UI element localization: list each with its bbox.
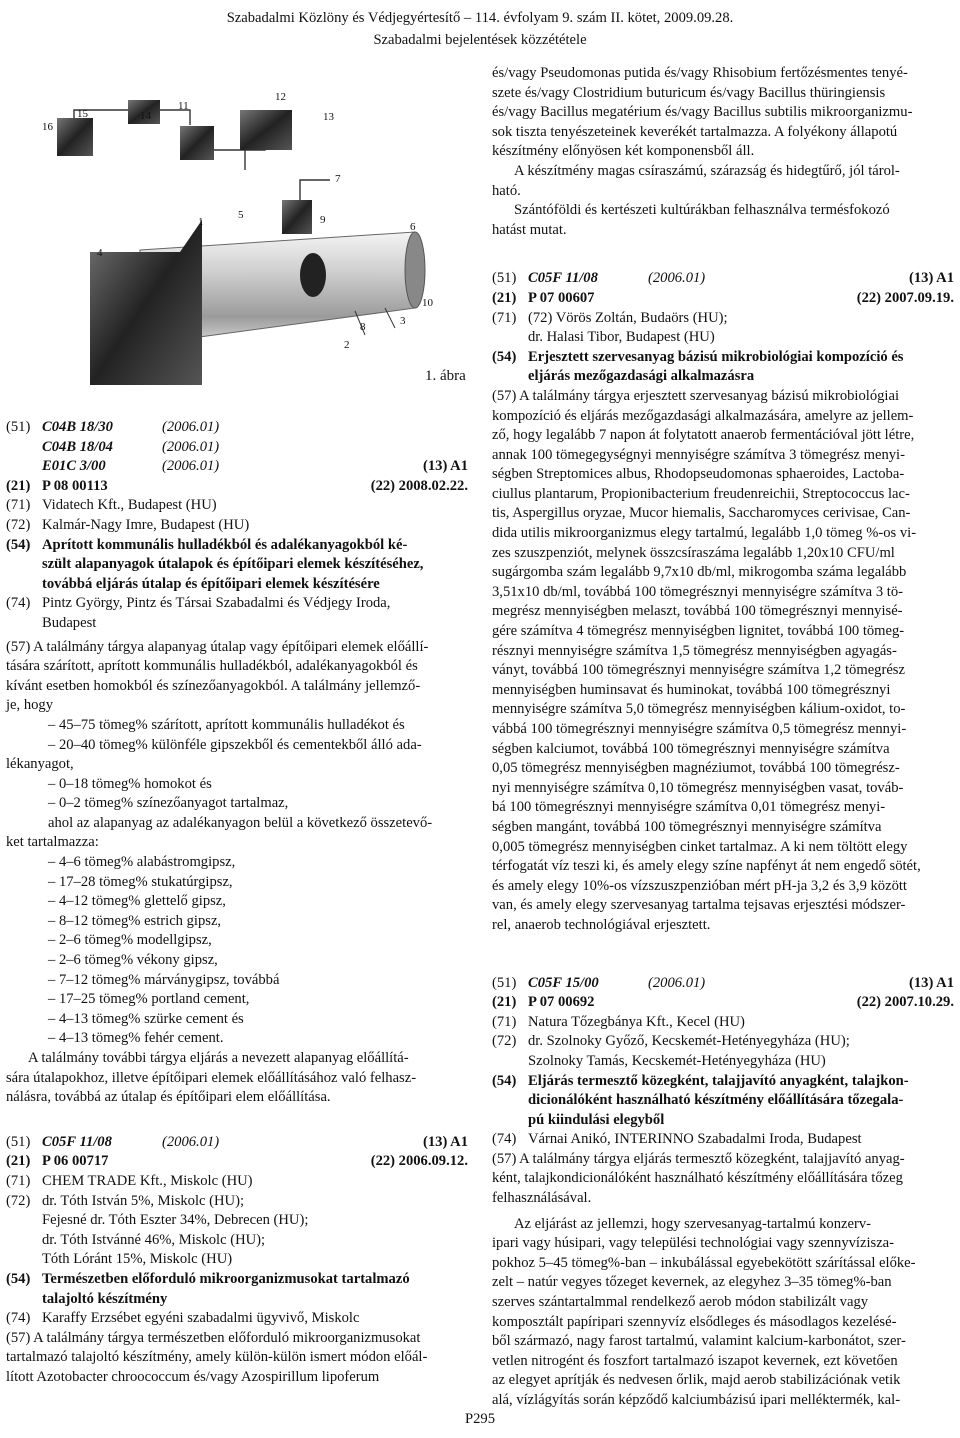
figure-drawing	[30, 80, 480, 405]
entry1-list-components: – 4–6 tömeg% alabástromgipsz, – 17–28 tömeg% stukatúrgipsz, – 4–12 tömeg% glettelő gipsz, – 8–12 tömeg% estrich gipsz, – 2–6 tömeg% modellgipsz, – 2–6 tömeg% vékony gipsz, – 7–12 tömeg% márványgipsz, továbbá – 17–25 tömeg% portland cement, – 4–13 tömeg% szürke cement és – 4–13 tömeg% fehér cement.	[48, 854, 280, 1047]
continued-abstract: és/vagy Pseudomonas putida és/vagy Rhisobium fertőzésmentes tenyé- szete és/vagy Clostridium buturicum és/vagy Bacillus thüringiensis és/vagy Bacillus megatérium és/vagy Bacillus subtilis mikroorganizmu- sok tiszta tenyészeteinek keverékét tartalmazza. A folyékony állapotú készítmény előnyösen két komponensből áll. A készítmény magas csíraszámú, szárazság és hidegtűrő, jól tárol- ható. Szántóföldi és kertészeti kultúrákban felhasználva termésfokozó hatást mutat.	[492, 65, 913, 238]
label-12: 12	[275, 91, 286, 103]
label-13: 13	[323, 111, 334, 123]
unit-16	[57, 118, 93, 156]
label-10: 10	[422, 297, 433, 309]
label-11: 11	[178, 100, 189, 112]
label-2: 2	[344, 339, 350, 351]
entry-c05f-00717: (51) C05F 11/08 (2006.01) (13) A1 (21) P 06 00717 (22) 2006.09.12. (71) CHEM TRADE Kft., Miskolc (HU) (72) dr. Tóth István 5%, Miskolc (HU); Fejesné dr. Tóth Eszter 34%, Debrecen (HU); dr. Tóth Istvánné 46%, Miskolc (HU); Tóth Lóránt 15%, Miskolc (HU) (54) Természetben előforduló mikroorganizmusokat tartalmazó talajoltó készítmény (74) Karaffy Erzsébet egyéni szabadalmi ügyvivő, Miskolc (57) A találmány tárgya természetben előforduló mikroorganizmusokat tartalmazó talajoltó készítmény, amely külön-külön ismert módon előál- lított Azotobacter chroococcum és/vagy Azospirillum lipoferum	[6, 1133, 468, 1388]
entry4-description: Az eljárást az jellemzi, hogy szervesanyag-tartalmú konzerv- ipari vagy húsipari, vagy települési technológiai vagy szennyvízisza- pokhoz 5–45 tömeg%-ban – inkubálással egyebekötött szárítással előke- zelt – natúr vegyes tőzeget kevernek, az elegyhez 3–35 tömeg%-ban szerves szántartalmmal rendelkező aerob módon stabilizált vagy komposztált papíripari szennyvíz elsődleges és másodlagos kezelésé- ből származó, nagy farost tartalmú, valamint kalcium-karbonátot, szer- vetlen nitrogént és foszfort tartalmazó iszapot kevernek, ezt követően az elegyet aprítják és nedvesen őrlik, majd aerob stabilizációnak vetik alá, vízlágyítás során képződő kalciumbázisú ipari melléktermék, kal-	[492, 1215, 916, 1408]
entry-c04b: (51) C04B 18/30 (2006.01) C04B 18/04 (2006.01) E01C 3/00 (2006.01) (13) A1 (21) P 08 00113 (22) 2008.02.22. (71) Vidatech Kft., Budapest (HU) (72) Kalmár-Nagy Imre, Budapest (HU) (54) Aprított kommunális hulladékból és adalékanyagokból ké- szült alapanyagok útalapok és építőipari elemek készítéséhez, továbbá eljárás útalap és építőipari elemek készítésére (74) Pintz György, Pintz és Társai Szabadalmi és Védjegy Iroda, Budapest (57) A találmány tárgya alapanyag útalap vagy építőipari elemek előállí- tására szárított, aprított kommunális hulladékból, adalékanyagokból és kívánt esetben homokból és színezőanyagokból. A találmány jellemző- je, hogy – 45–75 tömeg% szárított, aprított kommunális hulladékot és – 20–40 tömeg% különféle gipszekből és cementekből álló ada- lékanyagot, – 0–18 tömeg% homokot és – 0–2 tömeg% színezőanyagot tartalmaz, ahol az alapanyag az adalékanyagon belül a következő összetevő- ket tartalmazza: – 4–6 tömeg% alabástromgipsz, – 17–28 tömeg% stukatúrgipsz, – 4–12 tömeg% glettelő gipsz, – 8–12 tömeg% estrich gipsz, – 2–6 tömeg% modellgipsz, – 2–6 tömeg% vékony gipsz, – 7–12 tömeg% márványgipsz, továbbá – 17–25 tömeg% portland cement, – 4–13 tömeg% szürke cement és – 4–13 tömeg% fehér cement. A találmány további tárgya eljárás a nevezett alapanyag előállítá- sára útalapokhoz, illetve építőipari elemek előállításához való felhasz- nálásra, továbbá az útalap és építőipari elem előállítása.	[6, 418, 468, 1108]
entry-c05f-00607: (51) C05F 11/08 (2006.01) (13) A1 (21) P 07 00607 (22) 2007.09.19. (71) (72) Vörös Zoltán, Budaörs (HU); dr. Halasi Tibor, Budapest (HU) (54) Erjesztett szervesanyag bázisú mikrobiológiai kompozíció és eljárás mezőgazdasági alkalmazásra (57) A találmány tárgya erjesztett szervesanyag bázisú mikrobiológiai kompozíció és eljárás mezőgazdasági alkalmazására, amelyre az jellem- ző, hogy legalább 7 napon át folytatott anaerob fermentációval jött létre, annak 100 tömegegységnyi mennyiségre számítva 3 tömegrész menyi- ségben Streptomices albus, Rhodopseudomonas sphaeroides, Lactoba- ciullus plantarum, Propionibacterium freudenreichii, Streptococcus lac- tis, Aspergillus oryzae, Mucor hiemalis, Saccharomyces cerivisae, Can- dida utilis mikroorganizmus elegy tartalmú, legalább 1,0 tömeg %-os vi- zes szuszpenziót, melynek összcsíraszáma legalább 1,20x10 CFU/ml sugárgomba szám legalább 9,7x10 db/ml, mikrogomba száma legalább 3,51x10 db/ml, továbbá 100 tömegrésznyi mennyiségre számítva 3 tö- megrész mennyiségben melaszt, továbbá 100 tömegrésznyi mennyisé- gére számítva 4 tömegrész mennyiségben lignitet, továbbá 100 tömeg- résznyi mennyiségre számítva 1,5 tömegrész mennyiségben agyagás- ványt, továbbá 100 tömegrésznyi mennyiségre számítva 1,2 tömegrész mennyiségben huminsavat és huminokat, továbbá 100 tömegrésznyi mennyiségre számítva 5,0 tömegrész mennyiségben kálium-oxidot, to- vábbá 100 tömegrésznyi mennyiségre számítva 0,5 tömegrész mennyi- ségben kalciumot, továbbá 100 tömegrésznyi mennyiségre számítva 0,05 tömegrész mennyiségben magnéziumot, továbbá 100 tömegrész- nyi mennyiségre számítva 0,10 tömegrész mennyiségben vasat, továb- bá 100 tömegrésznyi mennyiségre számítva 0,01 tömegrész menyi- ségben mangánt, továbbá 100 tömegrésznyi mennyiségre számítva 0,005 tömegrész mennyiségben cinket tartalmaz. A ki nem töltött elegy térfogatát víz teszi ki, és amely elegy színe napfényt át nem engedő sötét, és amely elegy 10%-os vízszuszpenzióban mért pH-ja 3,2 és 3,9 között van, és amely elegy szervesanyag tartalma tejsavas erjesztési módszer- rel, anaerob technológiával erjesztett.	[492, 269, 954, 935]
unit-12	[240, 110, 292, 150]
running-header: Szabadalmi Közlöny és Védjegyértesítő – 114. évfolyam 9. szám II. kötet, 2009.09.28.	[226, 10, 734, 26]
entry1-abstract: (57) A találmány tárgya alapanyag útalap vagy építőipari elemek előállí- tására szárított, aprított kommunális hulladékból, adalékanyagokból és kívánt esetben homokból és színezőanyagokból. A találmány jellemző- je, hogy	[6, 638, 429, 714]
label-3: 3	[400, 315, 406, 327]
entry3-abstract: (57) A találmány tárgya erjesztett szervesanyag bázisú mikrobiológiai kompozíció és eljárás mezőgazdasági alkalmazására, amelyre az jellem- ző, hogy legalább 7 napon át folytatott anaerob fermentációval jött létre, annak 100 tömegegységnyi mennyiségre számítva 3 tömegrész menyi- ségben Streptomices albus, Rhodopseudomonas sphaeroides, Lactoba- ciullus plantarum, Propionibacterium freudenreichii, Streptococcus lac- tis, Aspergillus oryzae, Mucor hiemalis, Saccharomyces cerivisae, Can- dida utilis mikroorganizmus elegy tartalmú, legalább 1,0 tömeg %-os vi- zes szuszpenziót, melynek összcsíraszáma legalább 1,20x10 CFU/ml sugárgomba szám legalább 9,7x10 db/ml, mikrogomba száma legalább 3,51x10 db/ml, továbbá 100 tömegrésznyi mennyiségre számítva 3 tö- megrész mennyiségben melaszt, továbbá 100 tömegrésznyi mennyisé- gére számítva 4 tömegrész mennyiségben lignitet, továbbá 100 tömeg- résznyi mennyiségre számítva 1,5 tömegrész mennyiségben agyagás- ványt, továbbá 100 tömegrésznyi mennyiségre számítva 1,2 tömegrész mennyiségben huminsavat és huminokat, továbbá 100 tömegrésznyi mennyiségre számítva 5,0 tömegrész mennyiségben kálium-oxidot, to- vábbá 100 tömegrésznyi mennyiségre számítva 0,5 tömegrész mennyi- ségben kalciumot, továbbá 100 tömegrésznyi mennyiségre számítva 0,05 tömegrész mennyiségben magnéziumot, továbbá 100 tömegrész- nyi mennyiségre számítva 0,10 tömegrész mennyiségben vasat, továb- bá 100 tömegrésznyi mennyiségre számítva 0,01 tömegrész menyi- ségben mangánt, továbbá 100 tömegrésznyi mennyiségre számítva 0,005 tömegrész mennyiségben cinket tartalmaz. A ki nem töltött elegy térfogatát víz teszi ki, és amely elegy színe napfényt át nem engedő sötét, és amely elegy 10%-os vízszuszpenzióban mért pH-ja 3,2 és 3,9 között van, és amely elegy szervesanyag tartalma tejsavas erjesztési módszer- rel, anaerob technológiával erjesztett.	[492, 387, 921, 933]
hopper	[90, 220, 202, 385]
label-8: 8	[360, 321, 366, 333]
section-title: Szabadalmi bejelentések közzététele	[373, 32, 587, 48]
label-4: 4	[97, 247, 103, 259]
entry1-title: Aprított kommunális hulladékból és adalékanyagokból ké- szült alapanyagok útalapok és építőipari elemek készítéséhez, továbbá eljárás útalap és építőipari elemek készítésére	[42, 536, 424, 592]
unit-9	[282, 200, 312, 234]
unit-11	[180, 126, 214, 160]
label-15: 15	[77, 108, 88, 120]
entry1-list-main: – 45–75 tömeg% szárított, aprított kommunális hulladékot és – 20–40 tömeg% különféle gipszekből és cementekből álló ada- lékanyagot, – 0–18 tömeg% homokot és – 0–2 tömeg% színezőanyagot tartalmaz, ahol az alapanyag az adalékanyagon belül a következő összetevő- ket tartalmazza:	[6, 716, 433, 851]
label-16: 16	[42, 121, 53, 133]
drum-opening	[300, 253, 326, 297]
label-7: 7	[335, 173, 341, 185]
page-number: P295	[464, 1411, 495, 1427]
entry-c05f-00692: (51) C05F 15/00 (2006.01) (13) A1 (21) P 07 00692 (22) 2007.10.29. (71) Natura Tőzegbánya Kft., Kecel (HU) (72) dr. Szolnoky Győző, Kecskemét-Hetényegyháza (HU); Szolnoky Tamás, Kecskemét-Hetényegyháza (HU) (54) Eljárás termesztő közegként, talajjavító anyagként, talajkon- dicionálóként használható készítmény előállítására tőzegala- pú kiindulási elegyből (74) Várnai Anikó, INTERINNO Szabadalmi Iroda, Budapest (57) A találmány tárgya eljárás termesztő közegként, talajjavító anyag- ként, talajkondicionálóként használható készítmény előállítására tőzeg felhasználásával. Az eljárást az jellemzi, hogy szervesanyag-tartalmú konzerv- ipari vagy húsipari, vagy települési technológiai vagy szennyvízisza- pokhoz 5–45 tömeg%-ban – inkubálással egyebekötött szárítással előke- zelt – natúr vegyes tőzeget kevernek, az elegyhez 3–35 tömeg%-ban szerves szántartalmmal rendelkező aerob módon stabilizált vagy komposztált papíripari szennyvíz elsődleges és másodlagos kezelésé- ből származó, nagy farost tartalmú, valamint kalcium-karbonátot, szer- vetlen nitrogént és foszfort tartalmazó iszapot kevernek, ezt követően az elegyet aprítják és nedvesen őrlik, majd aerob stabilizációnak vetik alá, vízlágyítás során képződő kalciumbázisú ipari melléktermék, kal-	[492, 974, 954, 1411]
entry1-closing: A találmány további tárgya eljárás a nevezett alapanyag előállítá- sára útalapokhoz, illetve építőipari elemek előállításához való felhasz- nálásra, továbbá az útalap és építőipari elem előállítása.	[6, 1050, 417, 1106]
label-14: 14	[140, 110, 151, 122]
label-1: 1	[198, 216, 204, 228]
right-column	[492, 64, 954, 1411]
entry2-abstract: (57) A találmány tárgya természetben előforduló mikroorganizmusokat tartalmazó talajoltó készítmény, amely külön-külön ismert módon előál- lított Azotobacter chroococcum és/vagy Azospirillum lipoferum	[6, 1329, 428, 1385]
left-column	[6, 418, 468, 1388]
label-9: 9	[320, 214, 326, 226]
entry4-abstract: (57) A találmány tárgya eljárás termesztő közegként, talajjavító anyag- ként, talajkondicionálóként használható készítmény előállítására tőzeg felhasználásával.	[492, 1150, 905, 1207]
label-5: 5	[238, 209, 244, 221]
figure-caption: 1. ábra	[425, 368, 466, 384]
label-6: 6	[410, 221, 416, 233]
